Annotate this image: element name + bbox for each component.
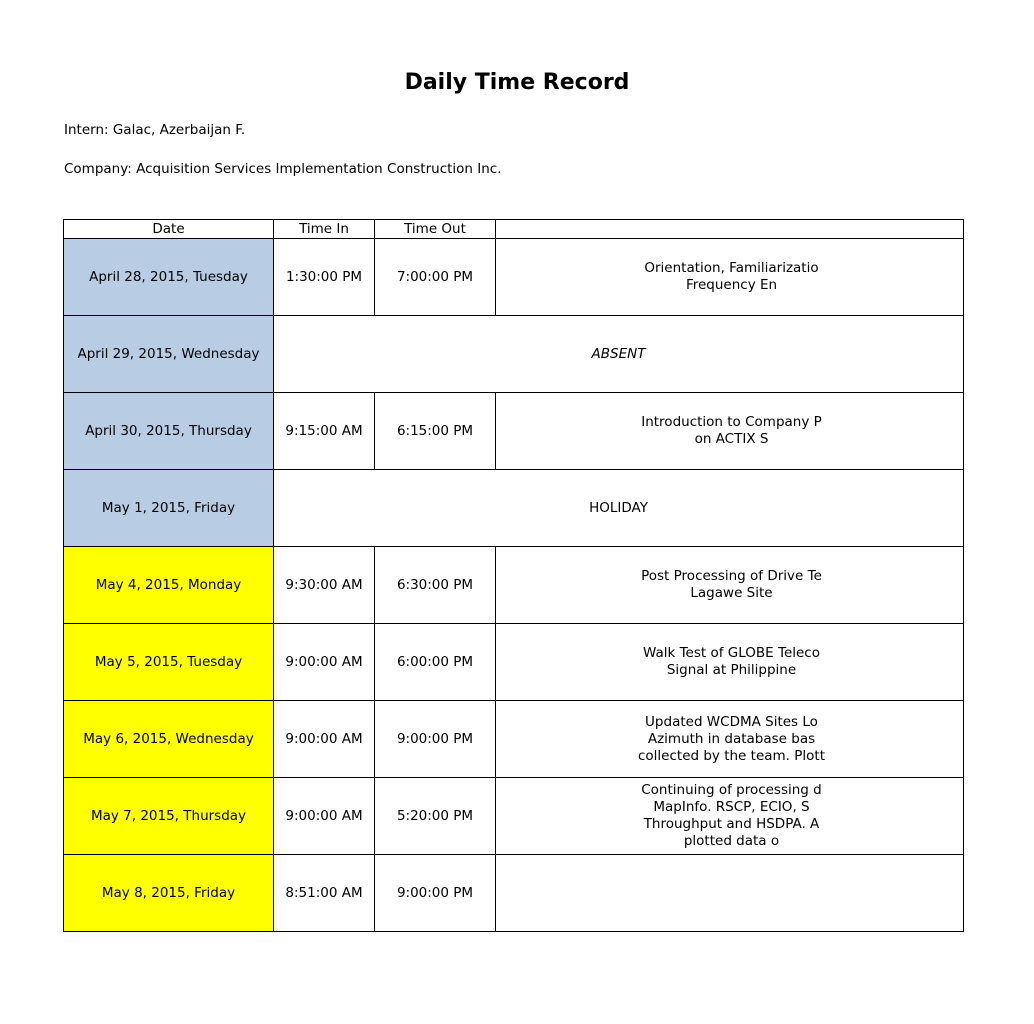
- cell-time-out: 9:00:00 PM: [375, 855, 496, 932]
- table-row: [64, 316, 964, 393]
- cell-date: May 5, 2015, Tuesday: [64, 624, 274, 701]
- cell-time-in: 9:00:00 AM: [274, 701, 375, 778]
- table-row: [64, 547, 964, 624]
- cell-activity: [496, 239, 964, 316]
- intern-name: Intern: Galac, Azerbaijan F.: [64, 122, 246, 138]
- time-record-table-viewport: [63, 219, 825, 939]
- cell-activity: [496, 855, 964, 932]
- activity-line: Updated WCDMA Sites Lo: [645, 713, 818, 730]
- activity-line: Introduction to Company P: [641, 414, 822, 430]
- table-row: [64, 393, 964, 470]
- cell-time-out: 7:00:00 PM: [375, 239, 496, 316]
- cell-time-out: 6:30:00 PM: [375, 547, 496, 624]
- page-title: Daily Time Record: [404, 70, 630, 95]
- activity-line: Throughput and HSDPA. A: [643, 816, 820, 832]
- table-row: [64, 778, 964, 855]
- activity-line: Lagawe Site: [690, 585, 773, 601]
- activity-line: MapInfo. RSCP, ECIO, S: [653, 799, 810, 815]
- cell-time-out: 6:15:00 PM: [375, 393, 496, 470]
- cell-time-in: 9:00:00 AM: [274, 778, 375, 855]
- cell-time-out: 5:20:00 PM: [375, 778, 496, 855]
- cell-activity: [496, 624, 964, 701]
- cell-date: April 30, 2015, Thursday: [64, 393, 274, 470]
- activity-line: collected by the team. Plott: [637, 747, 825, 764]
- activity-line: on ACTIX S: [694, 431, 769, 447]
- cell-activity: [496, 778, 964, 855]
- column-header-date: Date: [64, 220, 274, 239]
- table-row: [64, 855, 964, 932]
- cell-time-out: 6:00:00 PM: [375, 624, 496, 701]
- activity-line: Azimuth in database bas: [647, 730, 816, 747]
- activity-line: Frequency En: [685, 277, 778, 293]
- cell-date: May 1, 2015, Friday: [64, 470, 274, 547]
- cell-time-in: 8:51:00 AM: [274, 855, 375, 932]
- cell-date: May 4, 2015, Monday: [64, 547, 274, 624]
- activity-line: Continuing of processing d: [641, 782, 822, 798]
- cell-activity: [496, 393, 964, 470]
- cell-date: May 7, 2015, Thursday: [64, 778, 274, 855]
- cell-activity: [496, 547, 964, 624]
- company-name: Company: Acquisition Services Implementation Construction Inc.: [64, 161, 502, 177]
- cell-date: May 6, 2015, Wednesday: [64, 701, 274, 778]
- table-header-row: [64, 220, 964, 239]
- time-record-table: [63, 219, 964, 932]
- column-header-time-out: Time Out: [375, 220, 496, 239]
- cell-time-in: 1:30:00 PM: [274, 239, 375, 316]
- column-header-activity: [496, 220, 964, 239]
- cell-time-out: 9:00:00 PM: [375, 701, 496, 778]
- activity-line: Walk Test of GLOBE Teleco: [642, 645, 820, 661]
- activity-line: plotted data o: [683, 833, 780, 849]
- cell-date: April 28, 2015, Tuesday: [64, 239, 274, 316]
- cell-date: April 29, 2015, Wednesday: [64, 316, 274, 393]
- cell-time-in: 9:15:00 AM: [274, 393, 375, 470]
- table-row: [64, 239, 964, 316]
- column-header-time-in: Time In: [274, 220, 375, 239]
- cell-activity: [496, 701, 964, 778]
- cell-status: HOLIDAY: [274, 470, 964, 547]
- cell-status: ABSENT: [274, 316, 964, 393]
- table-row: [64, 624, 964, 701]
- activity-line: Post Processing of Drive Te: [641, 568, 822, 584]
- activity-line: Orientation, Familiarizatio: [644, 260, 819, 276]
- cell-date: May 8, 2015, Friday: [64, 855, 274, 932]
- cell-time-in: 9:00:00 AM: [274, 624, 375, 701]
- table-row: [64, 701, 964, 778]
- cell-time-in: 9:30:00 AM: [274, 547, 375, 624]
- table-row: [64, 470, 964, 547]
- activity-line: Signal at Philippine: [666, 662, 797, 678]
